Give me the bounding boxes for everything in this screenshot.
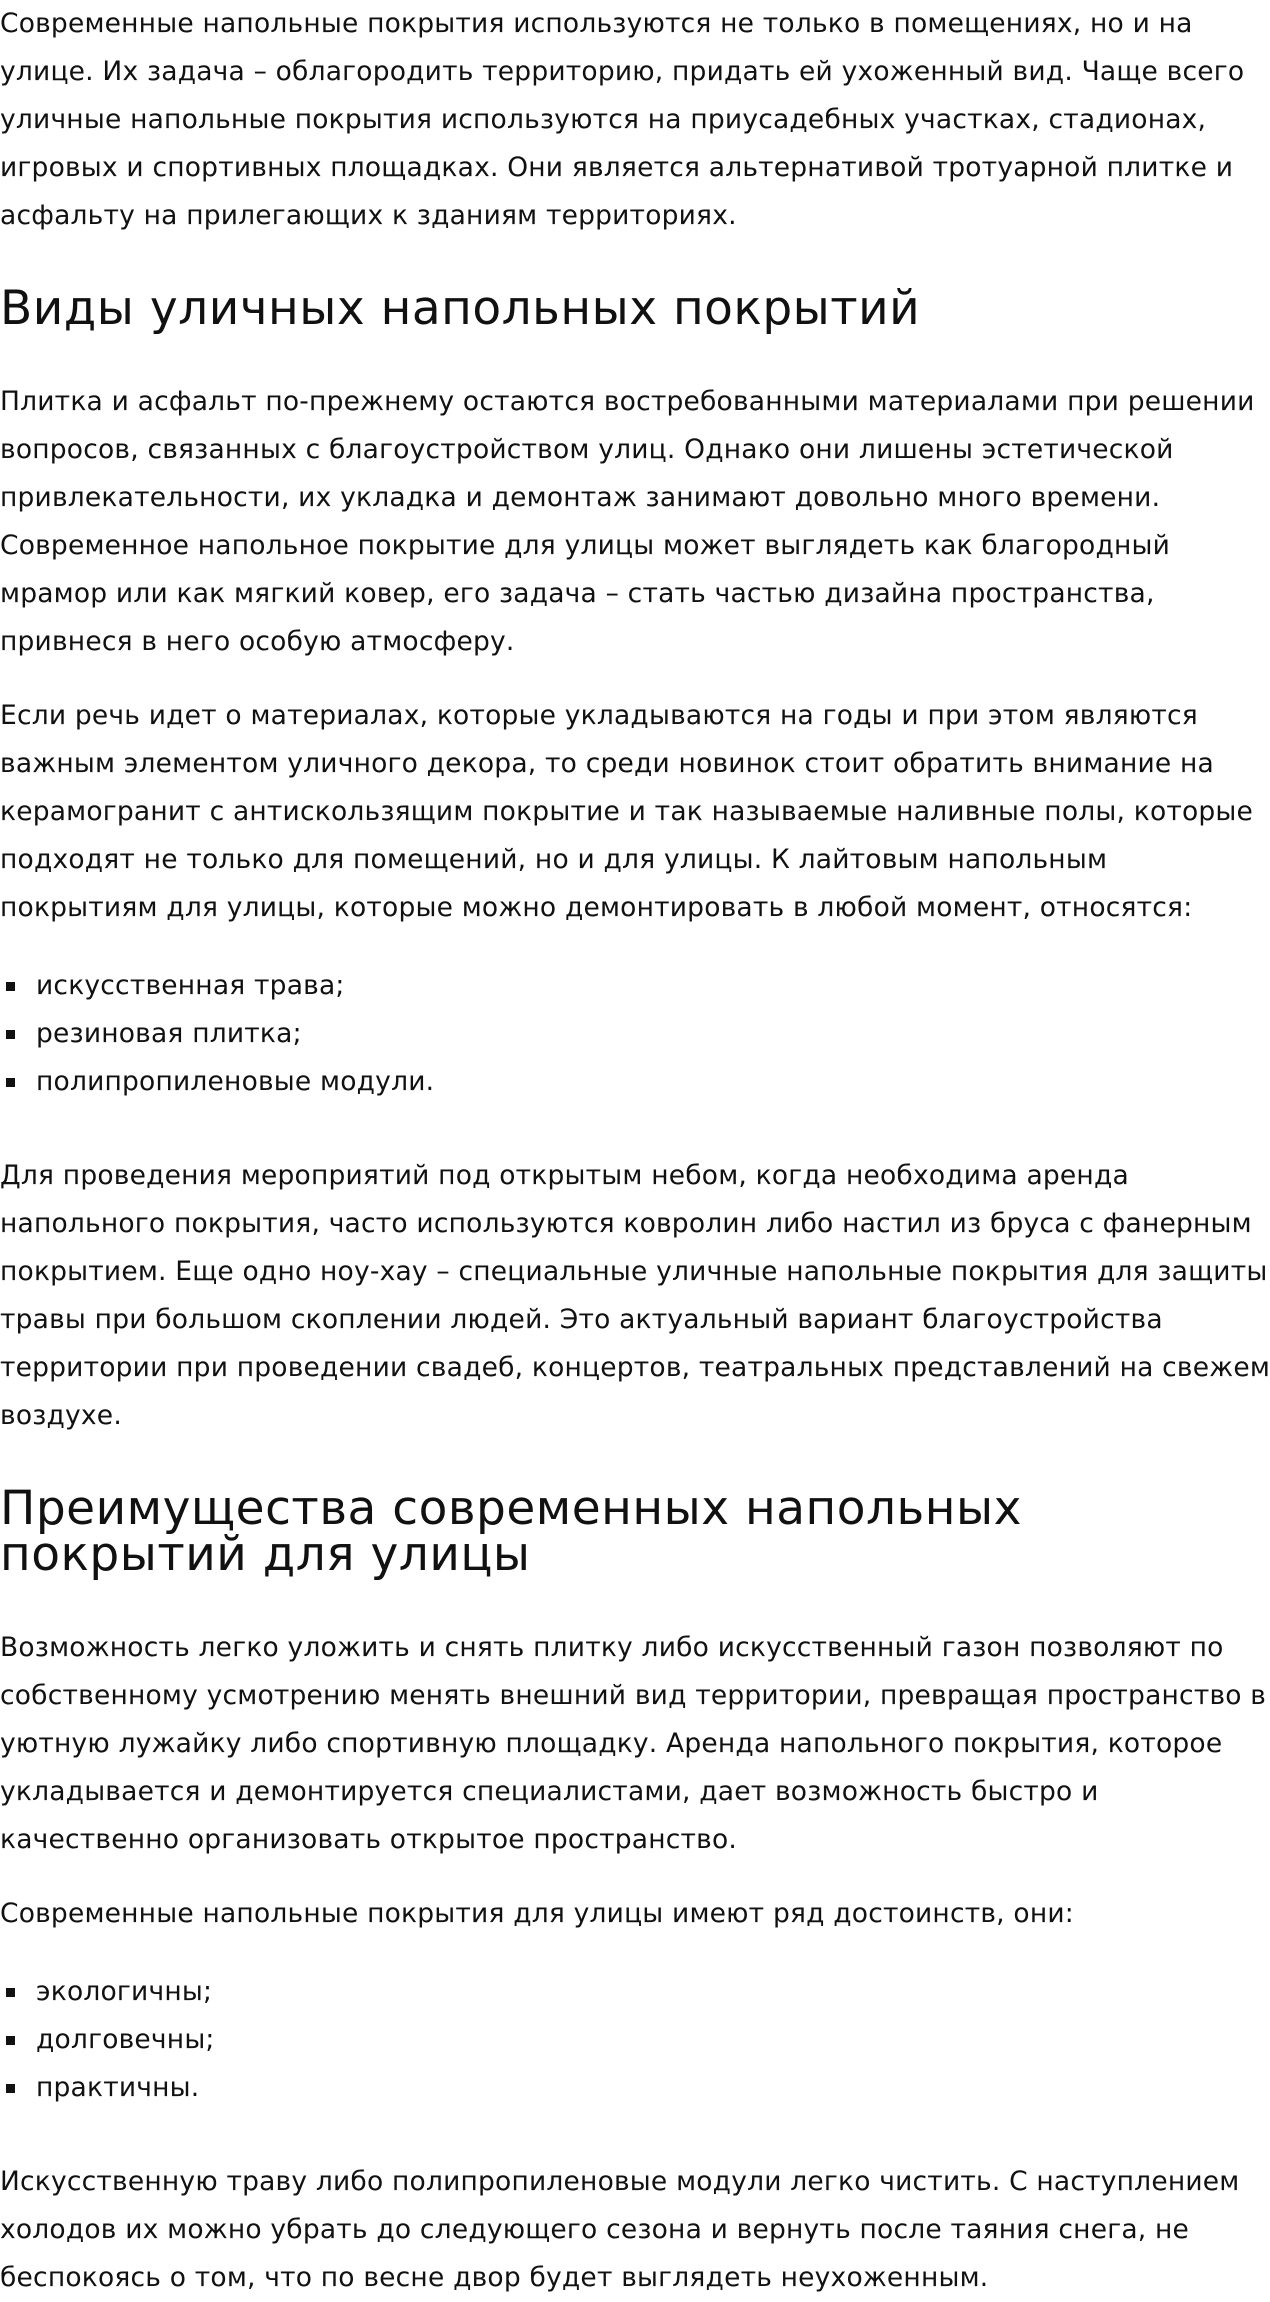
bullet-list-materials: [0, 962, 1270, 1106]
list-item: [0, 2016, 1270, 2064]
list-item-text: искусственная трава;: [36, 970, 345, 1001]
list-item: [0, 1058, 1270, 1106]
square-bullet-icon: [6, 2084, 15, 2093]
square-bullet-icon: [6, 1078, 15, 1087]
square-bullet-icon: [6, 1988, 15, 1997]
paragraph: Возможность легко уложить и снять плитку либо искусственный газон позволяют по собственному усмотрению менять внешний вид территории, превращая пространство в уютную лужайку либо спортивную площадку. Аренда напольного покрытия, которое укладывается и демонтируется специалистами, дает возможность быстро и качественно организовать открытое пространство.: [0, 1632, 1267, 1855]
square-bullet-icon: [6, 982, 15, 991]
paragraph: Для проведения мероприятий под открытым небом, когда необходима аренда напольного покрытия, часто используются ковролин либо настил из бруса с фанерным покрытием. Еще одно ноу-хау – специальные уличные напольные покрытия для защиты травы при большом скоплении людей. Это актуальный вариант благоустройства территории при проведении свадеб, концертов, театральных представлений на свежем воздухе.: [0, 1160, 1270, 1431]
list-item-text: практичны.: [36, 2072, 200, 2103]
paragraph: Если речь идет о материалах, которые укладываются на годы и при этом являются важным элементом уличного декора, то среди новинок стоит обратить внимание на керамогранит с антискользящим покрытие и так называемые наливные полы, которые подходят не только для помещений, но и для улицы. К лайтовым напольным покрытиям для улицы, которые можно демонтировать в любой момент, относятся:: [0, 700, 1254, 923]
square-bullet-icon: [6, 2036, 15, 2045]
paragraph: Искусственную траву либо полипропиленовые модули легко чистить. С наступлением холодов их можно убрать до следующего сезона и вернуть после таяния снега, не беспокоясь о том, что по весне двор будет выглядеть неухоженным.: [0, 2166, 1240, 2293]
section-heading-types: Виды уличных напольных покрытий: [0, 281, 921, 336]
list-item: [0, 1968, 1270, 2016]
list-item-text: резиновая плитка;: [36, 1018, 302, 1049]
paragraph: Современные напольные покрытия для улицы имеют ряд достоинств, они:: [0, 1898, 1074, 1929]
section-heading-advantages: Преимущества современных напольных покрытий для улицы: [0, 1481, 1022, 1582]
list-item: [0, 1010, 1270, 1058]
list-item: [0, 962, 1270, 1010]
bullet-list-advantages: [0, 1968, 1270, 2112]
list-item-text: экологичны;: [36, 1976, 213, 2007]
intro-paragraph: Современные напольные покрытия используются не только в помещениях, но и на улице. Их задача – облагородить территорию, придать ей ухоженный вид. Чаще всего уличные напольные покрытия используются на приусадебных участках, стадионах, игровых и спортивных площадках. Они является альтернативой тротуарной плитке и асфальту на прилегающих к зданиям территориях.: [0, 8, 1245, 231]
list-item: [0, 2064, 1270, 2112]
square-bullet-icon: [6, 1030, 15, 1039]
list-item-text: полипропиленовые модули.: [36, 1066, 435, 1097]
list-item-text: долговечны;: [36, 2024, 215, 2055]
paragraph: Плитка и асфальт по-прежнему остаются востребованными материалами при решении вопросов, связанных с благоустройством улиц. Однако они лишены эстетической привлекательности, их укладка и демонтаж занимают довольно много времени. Современное напольное покрытие для улицы может выглядеть как благородный мрамор или как мягкий ковер, его задача – стать частью дизайна пространства, привнеся в него особую атмосферу.: [0, 386, 1255, 657]
